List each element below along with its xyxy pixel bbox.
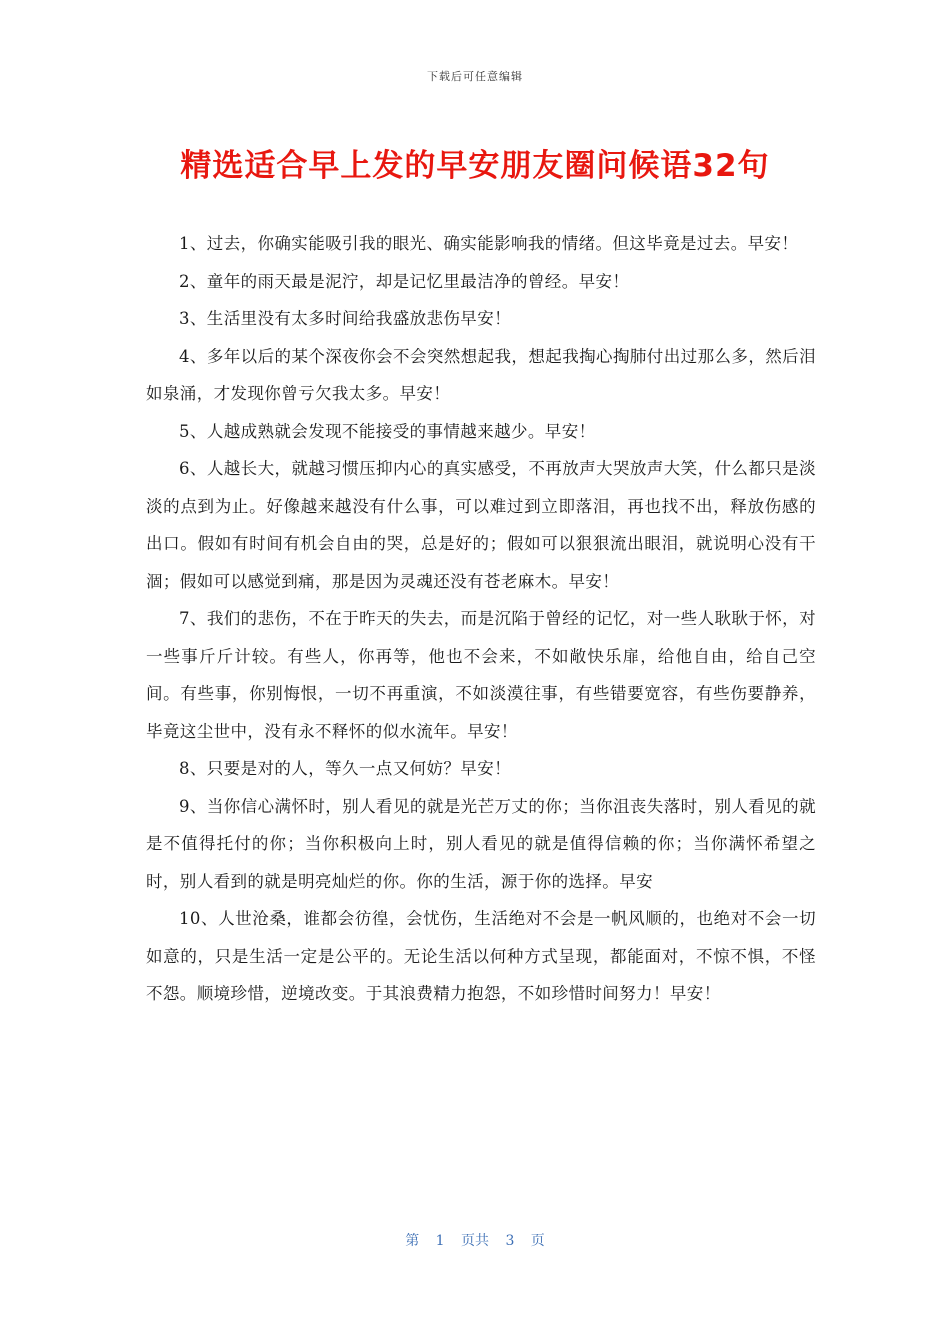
paragraph: 8、只要是对的人，等久一点又何妨？早安！: [179, 759, 511, 778]
paragraph: 4、多年以后的某个深夜你会不会突然想起我，想起我掏心掏肺付出过那么多，然后泪如泉涌，才发现你曾亏欠我太多。早安！: [146, 346, 816, 403]
paragraph: 3、生活里没有太多时间给我盛放悲伤早安！: [179, 309, 511, 328]
page-header-note: 下载后可任意编辑: [427, 70, 523, 83]
document-title: 精选适合早上发的早安朋友圈问候语32句: [180, 148, 770, 184]
paragraph: 1、过去，你确实能吸引我的眼光、确实能影响我的情绪。但这毕竟是过去。早安！: [179, 234, 799, 253]
paragraph: 5、人越成熟就会发现不能接受的事情越来越少。早安！: [179, 421, 596, 441]
paragraph: 10、人世沧桑，谁都会彷徨，会忧伤，生活绝对不会是一帆风顺的，也绝对不会一切如意的，只是生活一定是公平的。无论生活以何种方式呈现，都能面对，不惊不惧，不怪不怨。顺境珍惜，逆境改变。于其浪费精力抱怨，不如珍惜时间努力！早安！: [146, 909, 816, 1003]
paragraph: 7、我们的悲伤，不在于昨天的失去，而是沉陷于曾经的记忆，对一些人耿耿于怀，对一些事斤斤计较。有些人，你再等，他也不会来，不如敞快乐扉，给他自由，给自己空间。有些事，你别悔恨，一切不再重演，不如淡漠往事，有些错要宽容，有些伤要静养，毕竟这尘世中，没有永不释怀的似水流年。早安！: [146, 609, 816, 741]
page-number-footer: 第 1 页共 3 页: [405, 1233, 545, 1249]
document-body: [146, 225, 816, 1013]
paragraph: 2、童年的雨天最是泥泞，却是记忆里最洁净的曾经。早安！: [179, 271, 630, 291]
paragraph: 9、当你信心满怀时，别人看见的就是光芒万丈的你；当你沮丧失落时，别人看见的就是不值得托付的你；当你积极向上时，别人看见的就是值得信赖的你；当你满怀希望之时，别人看到的就是明亮灿烂的你。你的生活，源于你的选择。早安: [146, 796, 816, 891]
paragraph: 6、人越长大，就越习惯压抑内心的真实感受，不再放声大哭放声大笑，什么都只是淡淡的点到为止。好像越来越没有什么事，可以难过到立即落泪，再也找不出，释放伤感的出口。假如有时间有机会自由的哭，总是好的；假如可以狠狠流出眼泪，就说明心没有干涸；假如可以感觉到痛，那是因为灵魂还没有苍老麻木。早安！: [146, 459, 816, 591]
